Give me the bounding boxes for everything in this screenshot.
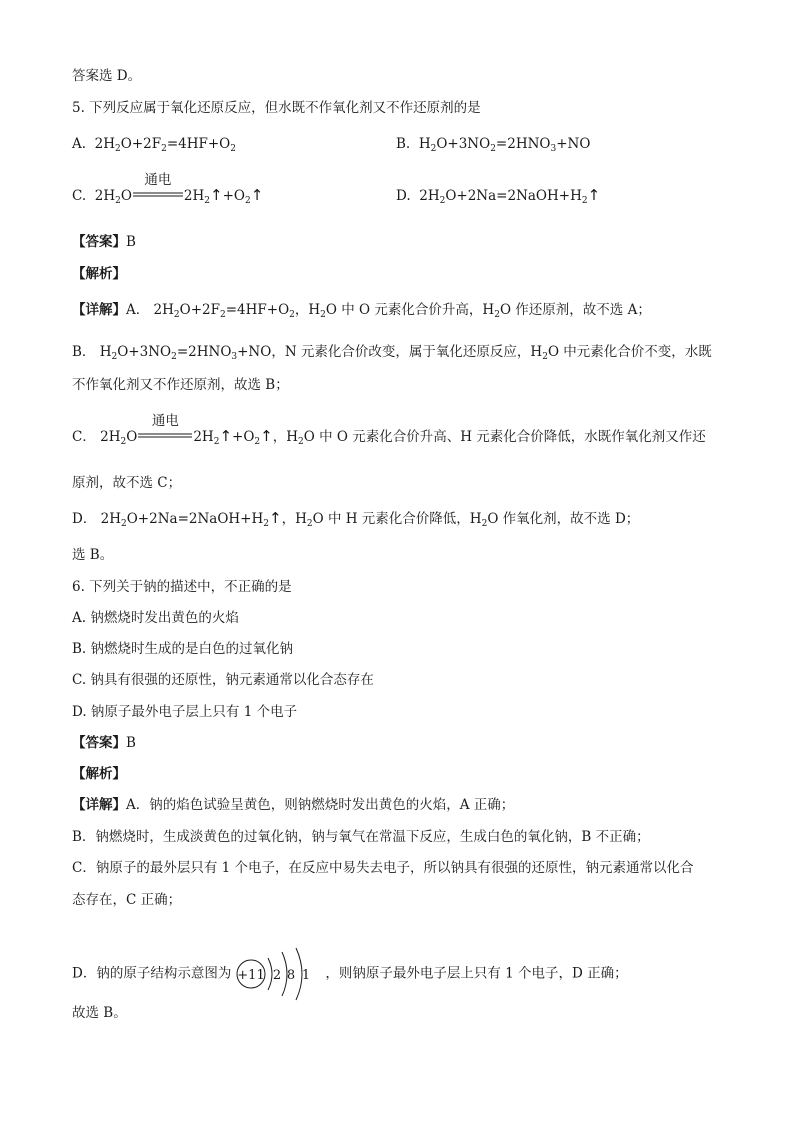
q5-option-a: A. $2H_2O+2F_2=4HF+O_2$ [72,136,236,154]
q5-detail-b-line2: 不作氧化剂又不作还原剂，故选 B； [72,377,289,393]
q6-analysis-tag: 【解析】 [72,766,126,782]
shell-count-1: 2 [273,968,282,983]
q5-detail-a: 【详解】A． $2H_2O+2F_2=4HF+O_2$，$H_2O$ 中 O 元素化合价升高，$H_2O$ 作还原剂，故不选 A； [72,302,651,320]
q6-detail-b: B．钠燃烧时，生成淡黄色的过氧化钠，钠与氧气在常温下反应，生成白色的氧化钠，B 不正确； [72,829,650,845]
q6-detail-a: 【详解】A．钠的焰色试验呈黄色，则钠燃烧时发出黄色的火焰，A 正确； [72,797,515,813]
q5-detail-b: B． $H_2O+3NO_2=2HNO_3+NO$，N 元素化合价改变，属于氧化还原反应，$H_2O$ 中元素化合价不变，水既 [72,344,712,362]
nucleus-label: +11 [237,968,266,983]
q6-detail-c: C．钠原子的最外层只有 1 个电子，在反应中易失去电子，所以钠具有很强的还原性，钠元素通常以化合 [72,860,694,876]
shell-count-3: 1 [302,968,311,983]
sodium-atom-diagram [235,946,321,1002]
q6-option-b: B. 钠燃烧时生成的是白色的过氧化钠 [72,641,294,657]
q6-stem: 6. 下列关于钠的描述中，不正确的是 [72,579,292,595]
q5-stem: 5. 下列反应属于氧化还原反应，但水既不作氧化剂又不作还原剂的是 [72,100,481,116]
shell-arc-1 [268,958,272,990]
q6-answer: 【答案】B [72,735,136,751]
q5-conclusion: 选 B。 [72,547,114,563]
electrolysis-condition: 通电 [138,427,192,447]
electrolysis-condition: 通电 [133,186,183,206]
q6-detail-c-line2: 态存在，C 正确； [72,892,182,908]
shell-count-2: 8 [287,968,296,983]
double-line-icon [133,192,183,198]
q5-analysis-tag: 【解析】 [72,266,126,282]
q6-option-c: C. 钠具有很强的还原性，钠元素通常以化合态存在 [72,672,374,688]
q5-answer: 【答案】B [72,234,136,250]
q5-option-b: B. $H_2O+3NO_2=2HNO_3+NO$ [396,136,591,154]
q6-detail-d: D．钠的原子结构示意图为 +11 2 8 1 ，则钠原子最外电子层上只有 1 个电子，D 正确； [72,946,628,1002]
q5-detail-c-line2: 原剂，故不选 C； [72,475,182,491]
q6-option-d: D. 钠原子最外电子层上只有 1 个电子 [72,704,298,720]
q5-option-c: C. $2H_2O$ 通电 $2H_2↑+O_2↑$ [72,172,264,206]
double-line-icon [138,433,192,439]
q6-option-a: A. 钠燃烧时发出黄色的火焰 [72,610,239,626]
q6-conclusion: 故选 B。 [72,1005,127,1021]
q5-detail-d: D． $2H_2O+2Na=2NaOH+H_2↑$，$H_2O$ 中 H 元素化合价降低，$H_2O$ 作氧化剂，故不选 D； [72,509,640,529]
q5-option-d: D. $2H_2O+2Na=2NaOH+H_2↑$ [396,186,601,206]
q5-detail-c: C． $2H_2O$ 通电 $2H_2↑+O_2↑$，$H_2O$ 中 O 元素化合价升高、H 元素化合价降低，水既作氧化剂又作还 [72,413,706,447]
answer-line: 答案选 D。 [72,68,142,84]
